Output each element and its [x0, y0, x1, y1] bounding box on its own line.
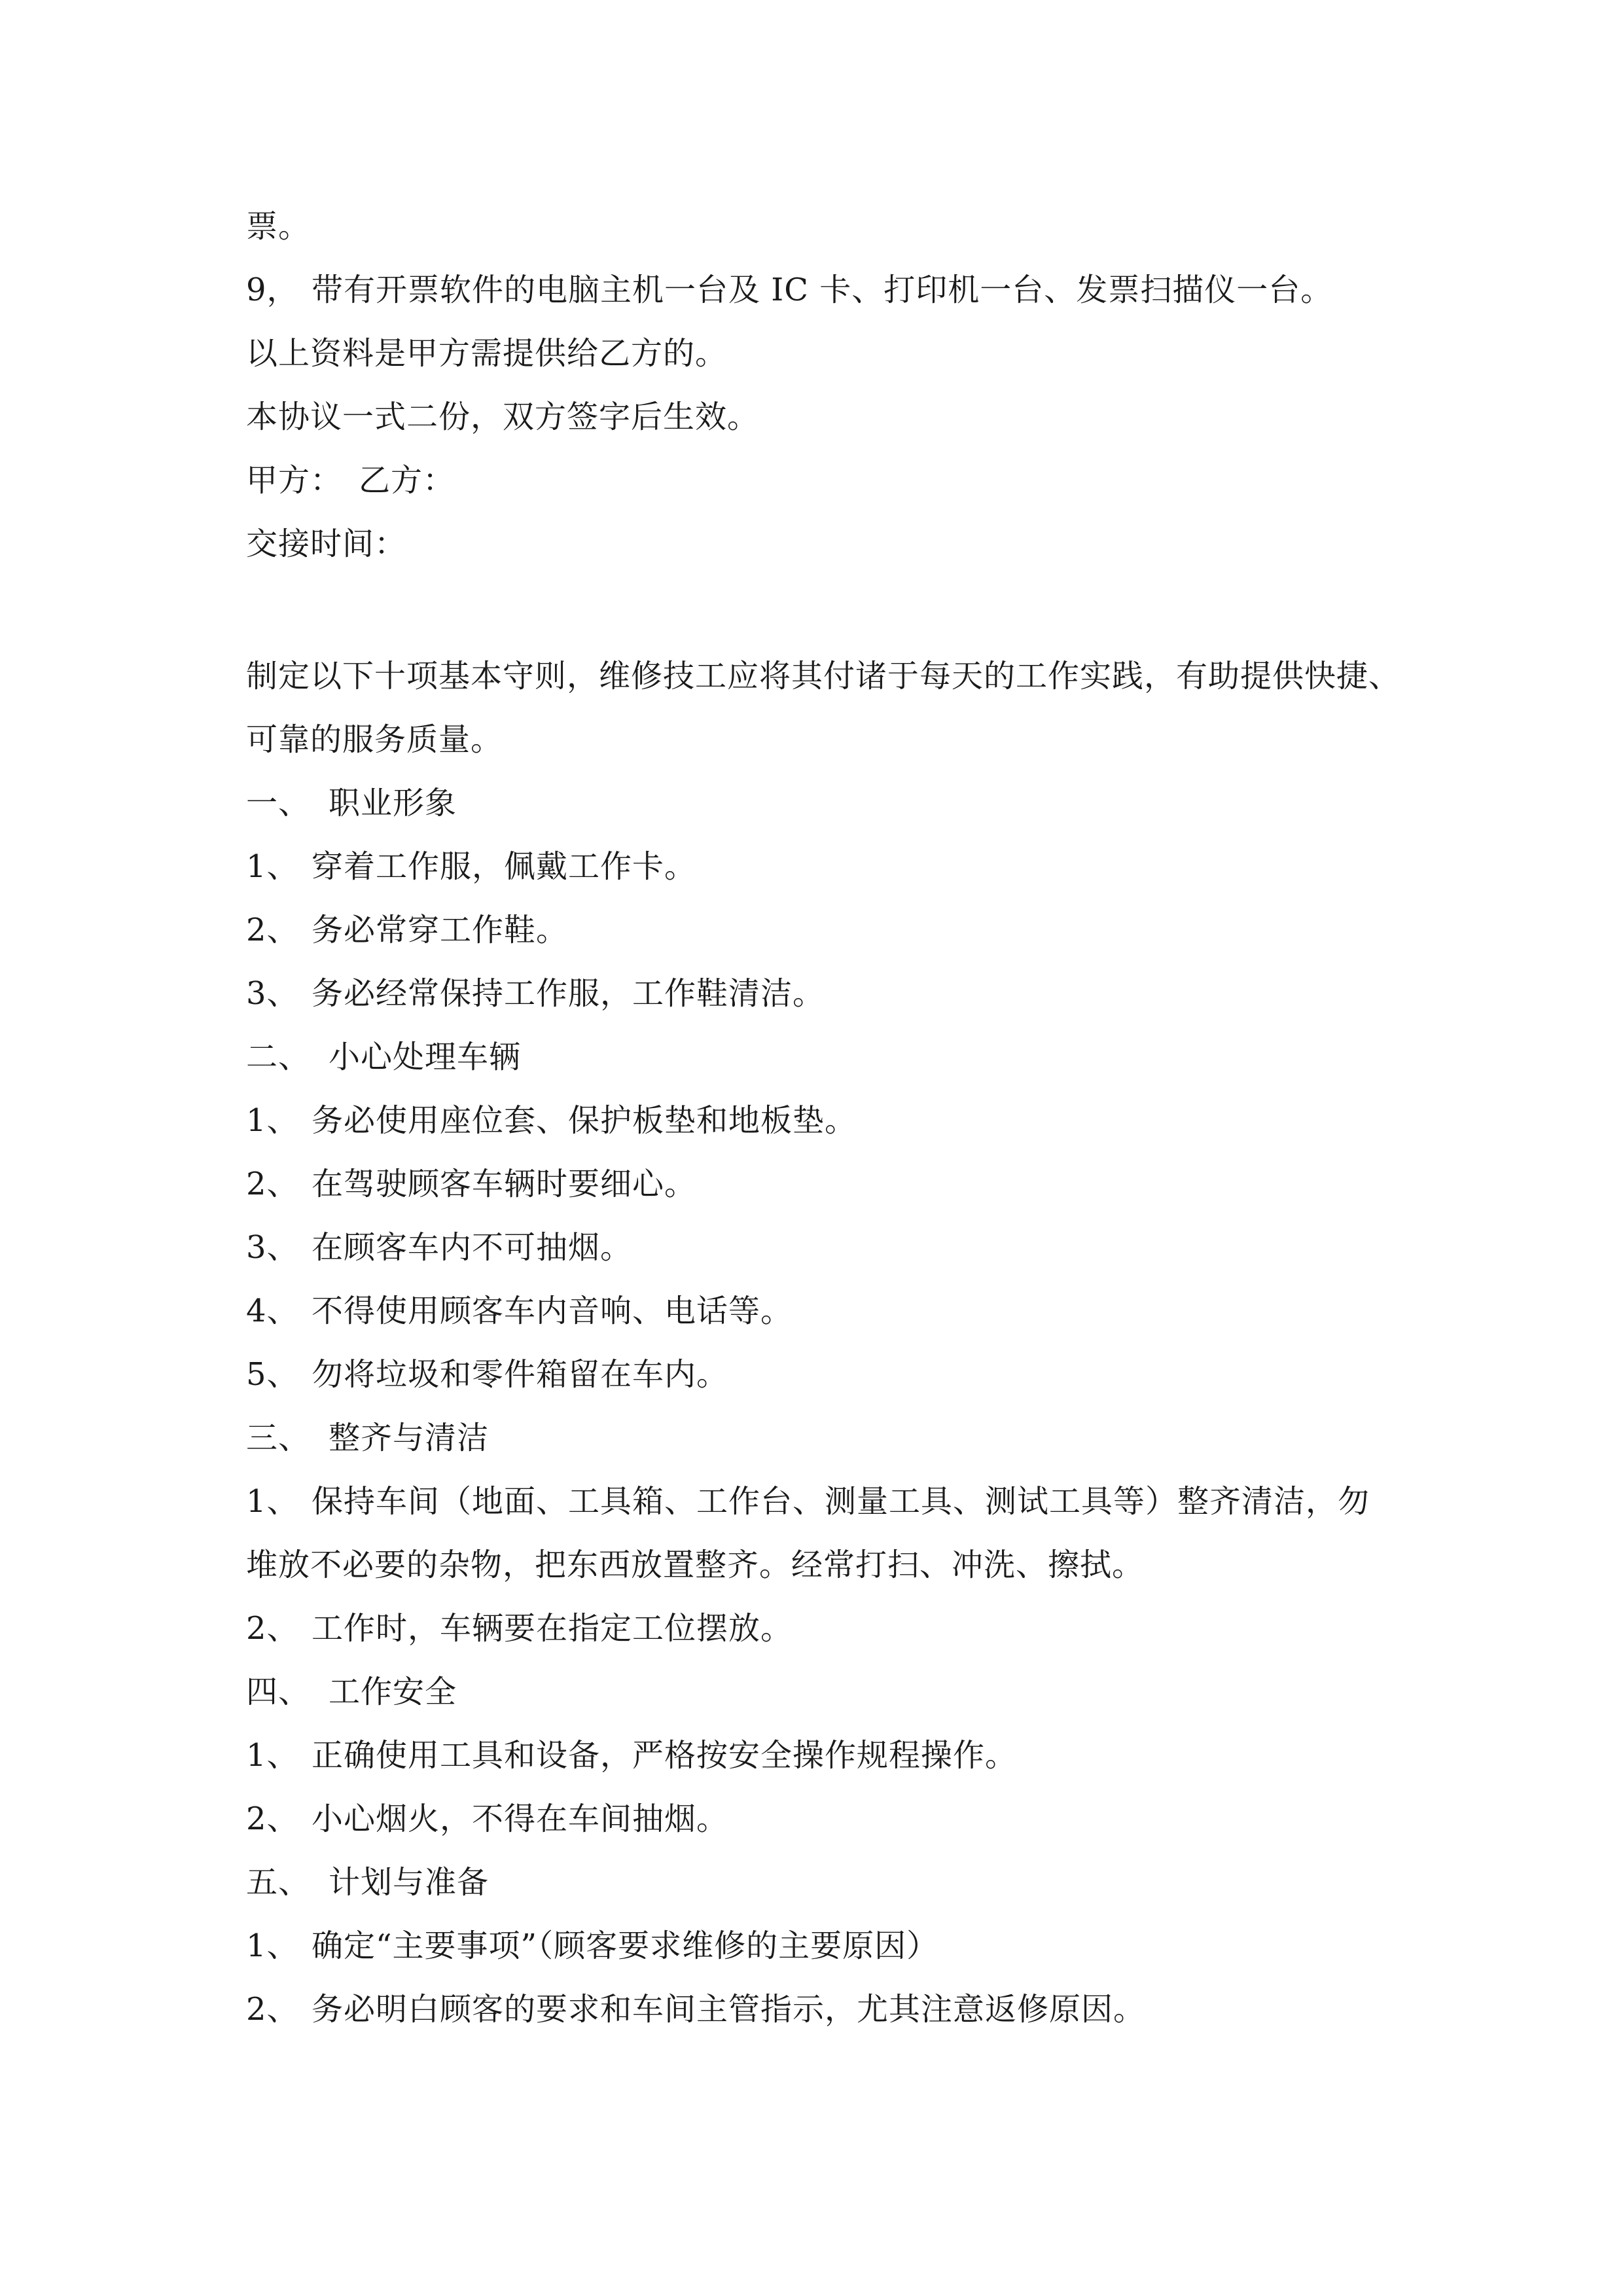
- item-number: 1、: [246, 1737, 299, 1774]
- list-item: [246, 910, 568, 950]
- item-text: 正确使用工具和设备，严格按安全操作规程操作。: [312, 1737, 1018, 1774]
- section-number: 二、: [246, 1039, 311, 1075]
- intro-paragraph-line: [246, 720, 503, 759]
- intro-paragraph-line: [246, 656, 1400, 696]
- item-text: 保持车间（地面、工具箱、工作台、测量工具、测试工具等）整齐清洁，勿: [312, 1483, 1370, 1520]
- item-text: 小心烟火，不得在车间抽烟。: [312, 1801, 729, 1837]
- text-line: [246, 270, 1332, 310]
- item-text: 务必经常保持工作服，工作鞋清洁。: [312, 975, 825, 1012]
- line-text: 制定以下十项基本守则，维修技工应将其付诸于每天的工作实践，有助提供快捷、: [246, 658, 1401, 694]
- handover-time-line: [246, 524, 406, 564]
- line-text: 以上资料是甲方需提供给乙方的。: [246, 335, 728, 372]
- item-number: 2、: [246, 1991, 299, 2028]
- section-number: 五、: [246, 1864, 311, 1901]
- item-number: 1、: [246, 848, 299, 885]
- item-number: 4、: [246, 1293, 299, 1329]
- item-text: 穿着工作服，佩戴工作卡。: [312, 848, 697, 885]
- section-number: 一、: [246, 785, 311, 821]
- section-title: 工作安全: [329, 1674, 457, 1710]
- section-heading: [246, 1672, 457, 1712]
- section-title: 职业形象: [329, 785, 457, 821]
- section-title: 整齐与清洁: [329, 1420, 490, 1456]
- section-title: 计划与准备: [329, 1864, 490, 1901]
- section-heading: [246, 1037, 521, 1077]
- item-text: 在顾客车内不可抽烟。: [312, 1229, 633, 1266]
- list-item: [246, 1228, 632, 1267]
- item-text: 务必明白顾客的要求和车间主管指示，尤其注意返修原因。: [312, 1991, 1146, 2028]
- list-item: [246, 1355, 728, 1394]
- list-item: [246, 1736, 1017, 1775]
- item-number: 1、: [246, 1483, 299, 1520]
- section-number: 四、: [246, 1674, 311, 1710]
- item-text: 工作时，车辆要在指定工位摆放。: [312, 1610, 793, 1647]
- section-heading: [246, 1863, 489, 1902]
- line-text: 票。: [246, 208, 311, 245]
- item-number: 2、: [246, 1166, 299, 1202]
- text-line: [246, 397, 759, 437]
- item-number: 3、: [246, 1229, 299, 1266]
- item-number: 1、: [246, 1102, 299, 1139]
- line-text: 可靠的服务质量。: [246, 721, 503, 758]
- item-text: 务必常穿工作鞋。: [312, 912, 569, 948]
- section-title: 小心处理车辆: [329, 1039, 522, 1075]
- item-text: 确定“主要事项”（顾客要求维修的主要原因）: [312, 1928, 939, 1964]
- list-item: [246, 1609, 793, 1648]
- signature-line: [246, 461, 455, 500]
- line-text: 带有开票软件的电脑主机一台及 IC 卡、打印机一台、发票扫描仪一台。: [312, 272, 1333, 308]
- item-number: 5、: [246, 1356, 299, 1393]
- item-number: 2、: [246, 912, 299, 948]
- list-item: [246, 847, 696, 886]
- item-text: 不得使用顾客车内音响、电话等。: [312, 1293, 793, 1329]
- item-number: 1、: [246, 1928, 299, 1964]
- line-text: 本协议一式二份，双方签字后生效。: [246, 399, 760, 435]
- item-text: 务必使用座位套、保护板垫和地板垫。: [312, 1102, 857, 1139]
- item-text: 堆放不必要的杂物，把东西放置整齐。经常打扫、冲洗、擦拭。: [246, 1547, 1145, 1583]
- item-number: 2、: [246, 1801, 299, 1837]
- list-item: [246, 1482, 1370, 1521]
- text-line: [246, 334, 727, 373]
- list-item: [246, 1101, 857, 1140]
- text-line: [246, 207, 310, 246]
- line-text: 甲方： 乙方：: [246, 462, 455, 499]
- list-item: [246, 1990, 1145, 2029]
- list-item: [246, 1799, 728, 1839]
- section-heading: [246, 783, 457, 823]
- line-text: 交接时间：: [246, 526, 407, 562]
- item-text: 在驾驶顾客车辆时要细心。: [312, 1166, 697, 1202]
- list-item: [246, 974, 825, 1013]
- list-item-continuation: [246, 1545, 1144, 1585]
- section-heading: [246, 1418, 489, 1458]
- item-number: 2、: [246, 1610, 299, 1647]
- item-number: 3、: [246, 975, 299, 1012]
- list-item: [246, 1926, 938, 1965]
- item-text: 勿将垃圾和零件箱留在车内。: [312, 1356, 729, 1393]
- item-number: 9，: [246, 272, 299, 308]
- list-item: [246, 1164, 696, 1204]
- section-number: 三、: [246, 1420, 311, 1456]
- list-item: [246, 1291, 793, 1331]
